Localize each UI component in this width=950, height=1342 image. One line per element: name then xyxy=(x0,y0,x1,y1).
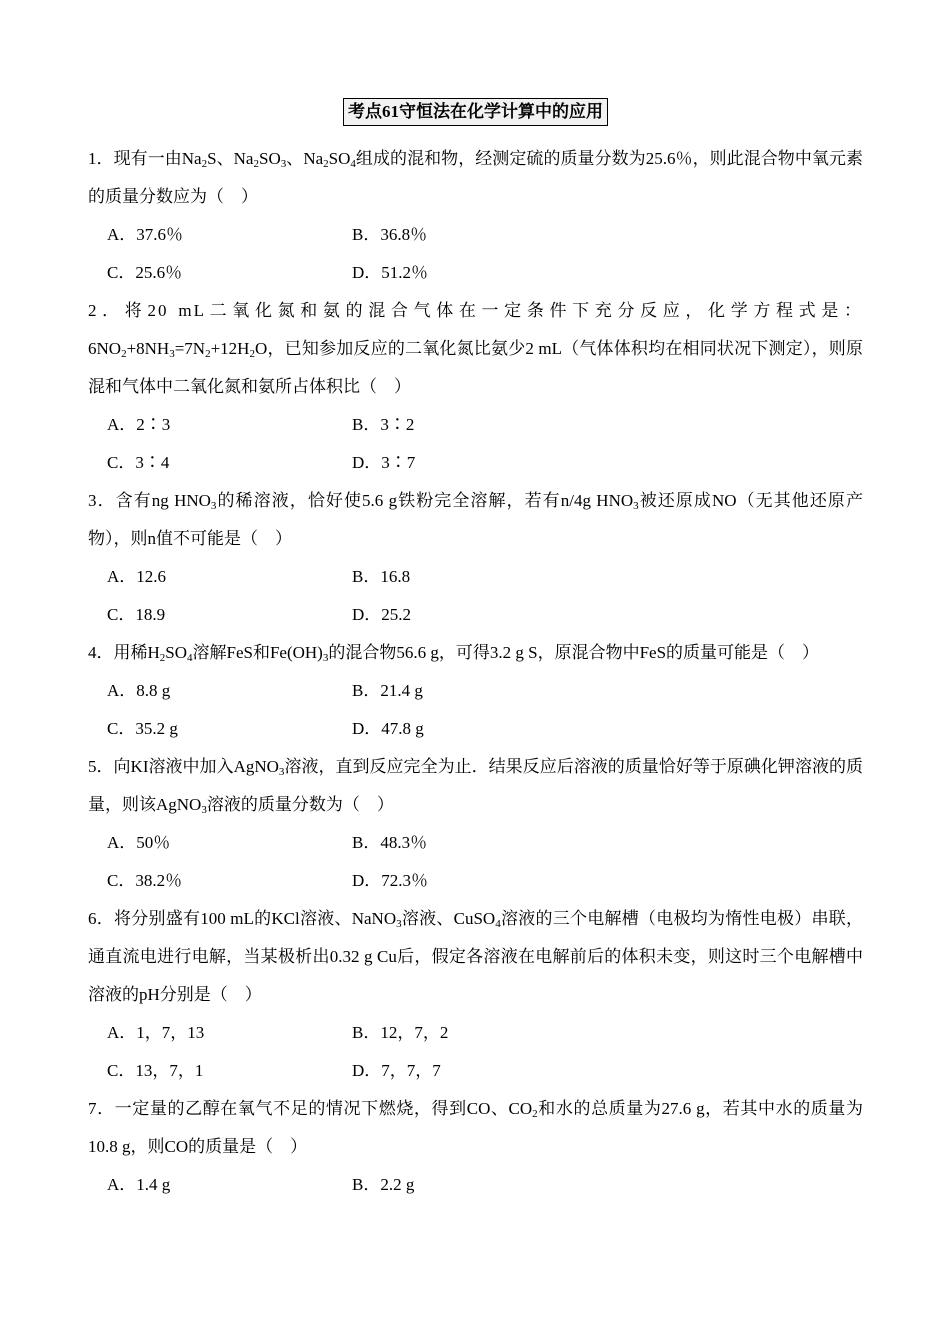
question-5-option-a[interactable]: A．50％ xyxy=(107,833,171,852)
question-5-option-b[interactable]: B．48.3％ xyxy=(352,833,428,852)
question-7-stem: 7．一定量的乙醇在氧气不足的情况下燃烧，得到CO、$CO_2$和水的总质量为27.6 g，若其中水的质量为10.8 g，则CO的质量是（ ） xyxy=(88,1099,863,1156)
title-container xyxy=(88,98,863,126)
question-1-options-row-2 xyxy=(88,254,863,292)
question-2-option-a[interactable]: A．2∶3 xyxy=(107,415,171,434)
question-4-option-d[interactable]: D．47.8 g xyxy=(352,719,424,738)
question-6-option-c[interactable]: C．13，7，1 xyxy=(107,1061,204,1080)
question-3-option-c[interactable]: C．18.9 xyxy=(107,605,166,624)
question-6-options-row-2 xyxy=(88,1052,863,1090)
question-2-option-b[interactable]: B．3∶2 xyxy=(352,415,415,434)
question-5-option-c[interactable]: C．38.2％ xyxy=(107,871,183,890)
question-3-option-d[interactable]: D．25.2 xyxy=(352,605,412,624)
question-2-stem-line1: 2．将20 mL二氧化氮和氨的混合气体在一定条件下充分反应，化学方程式是： xyxy=(88,301,863,320)
page-title: 考点61守恒法在化学计算中的应用 xyxy=(343,98,608,126)
question-1-stem: 1．现有一由$Na_2S$、$Na_2SO_3$、$Na_2SO_4$组成的混和物，经测定硫的质量分数为25.6％，则此混合物中氧元素的质量分数应为（ ） xyxy=(88,149,863,206)
question-1 xyxy=(88,140,863,216)
question-3-option-a[interactable]: A．12.6 xyxy=(107,567,167,586)
question-2-options-row-1 xyxy=(88,406,863,444)
question-1-option-b[interactable]: B．36.8％ xyxy=(352,225,428,244)
question-7 xyxy=(88,1090,863,1166)
question-4-option-c[interactable]: C．35.2 g xyxy=(107,719,178,738)
question-3-option-b[interactable]: B．16.8 xyxy=(352,567,411,586)
question-3 xyxy=(88,482,863,558)
question-4 xyxy=(88,634,863,672)
question-6-option-a[interactable]: A．1，7，13 xyxy=(107,1023,205,1042)
question-6-options-row-1 xyxy=(88,1014,863,1052)
question-2-options-row-2 xyxy=(88,444,863,482)
question-1-options-row-1 xyxy=(88,216,863,254)
question-5-option-d[interactable]: D．72.3％ xyxy=(352,871,429,890)
question-7-option-b[interactable]: B．2.2 g xyxy=(352,1175,415,1194)
question-1-option-a[interactable]: A．37.6％ xyxy=(107,225,184,244)
question-5 xyxy=(88,748,863,824)
question-4-option-b[interactable]: B．21.4 g xyxy=(352,681,423,700)
question-3-options-row-1 xyxy=(88,558,863,596)
question-6-option-d[interactable]: D．7，7，7 xyxy=(352,1061,441,1080)
question-5-options-row-1 xyxy=(88,824,863,862)
question-4-option-a[interactable]: A．8.8 g xyxy=(107,681,171,700)
question-7-options-row-1 xyxy=(88,1166,863,1204)
question-1-option-c[interactable]: C．25.6％ xyxy=(107,263,183,282)
question-5-options-row-2 xyxy=(88,862,863,900)
question-2 xyxy=(88,292,863,406)
question-6-stem: 6．将分别盛有100 mL的KCl溶液、NaNO$_3$溶液、CuSO$_4$溶液的三个电解槽（电极均为惰性电极）串联，通直流电进行电解，当某极析出0.32 g Cu后，假定各溶液在电解前后的体积未变，则这时三个电解槽中溶液的pH分别是（ ） xyxy=(88,909,864,1004)
question-1-option-d[interactable]: D．51.2％ xyxy=(352,263,429,282)
question-3-options-row-2 xyxy=(88,596,863,634)
question-7-option-a[interactable]: A．1.4 g xyxy=(107,1175,171,1194)
question-2-stem-rest: $6NO_2+8NH_3=7N_2+12H_2O$，已知参加反应的二氧化氮比氨少2 mL（气体体积均在相同状况下测定），则原混和气体中二氧化氮和氨所占体积比（ ） xyxy=(88,339,863,396)
question-6-option-b[interactable]: B．12，7，2 xyxy=(352,1023,449,1042)
question-4-options-row-1 xyxy=(88,672,863,710)
question-6 xyxy=(88,900,863,1014)
question-2-option-c[interactable]: C．3∶4 xyxy=(107,453,170,472)
question-4-options-row-2 xyxy=(88,710,863,748)
question-5-stem: 5．向KI溶液中加入AgNO$_3$溶液，直到反应完全为止．结果反应后溶液的质量恰好等于原碘化钾溶液的质量，则该AgNO$_3$溶液的质量分数为（ ） xyxy=(88,757,863,816)
question-3-stem: 3．含有ng $HNO_3$的稀溶液，恰好使5.6 g铁粉完全溶解，若有n/4g $HNO_3$被还原成NO（无其他还原产物），则n值不可能是（ ） xyxy=(88,491,863,548)
question-2-option-d[interactable]: D．3∶7 xyxy=(352,453,416,472)
question-4-stem: 4．用稀$H_2SO_4$溶解FeS和$Fe(OH)_3$的混合物56.6 g，可得3.2 g S，原混合物中FeS的质量可能是（ ） xyxy=(88,643,820,664)
document-page xyxy=(88,98,863,1204)
